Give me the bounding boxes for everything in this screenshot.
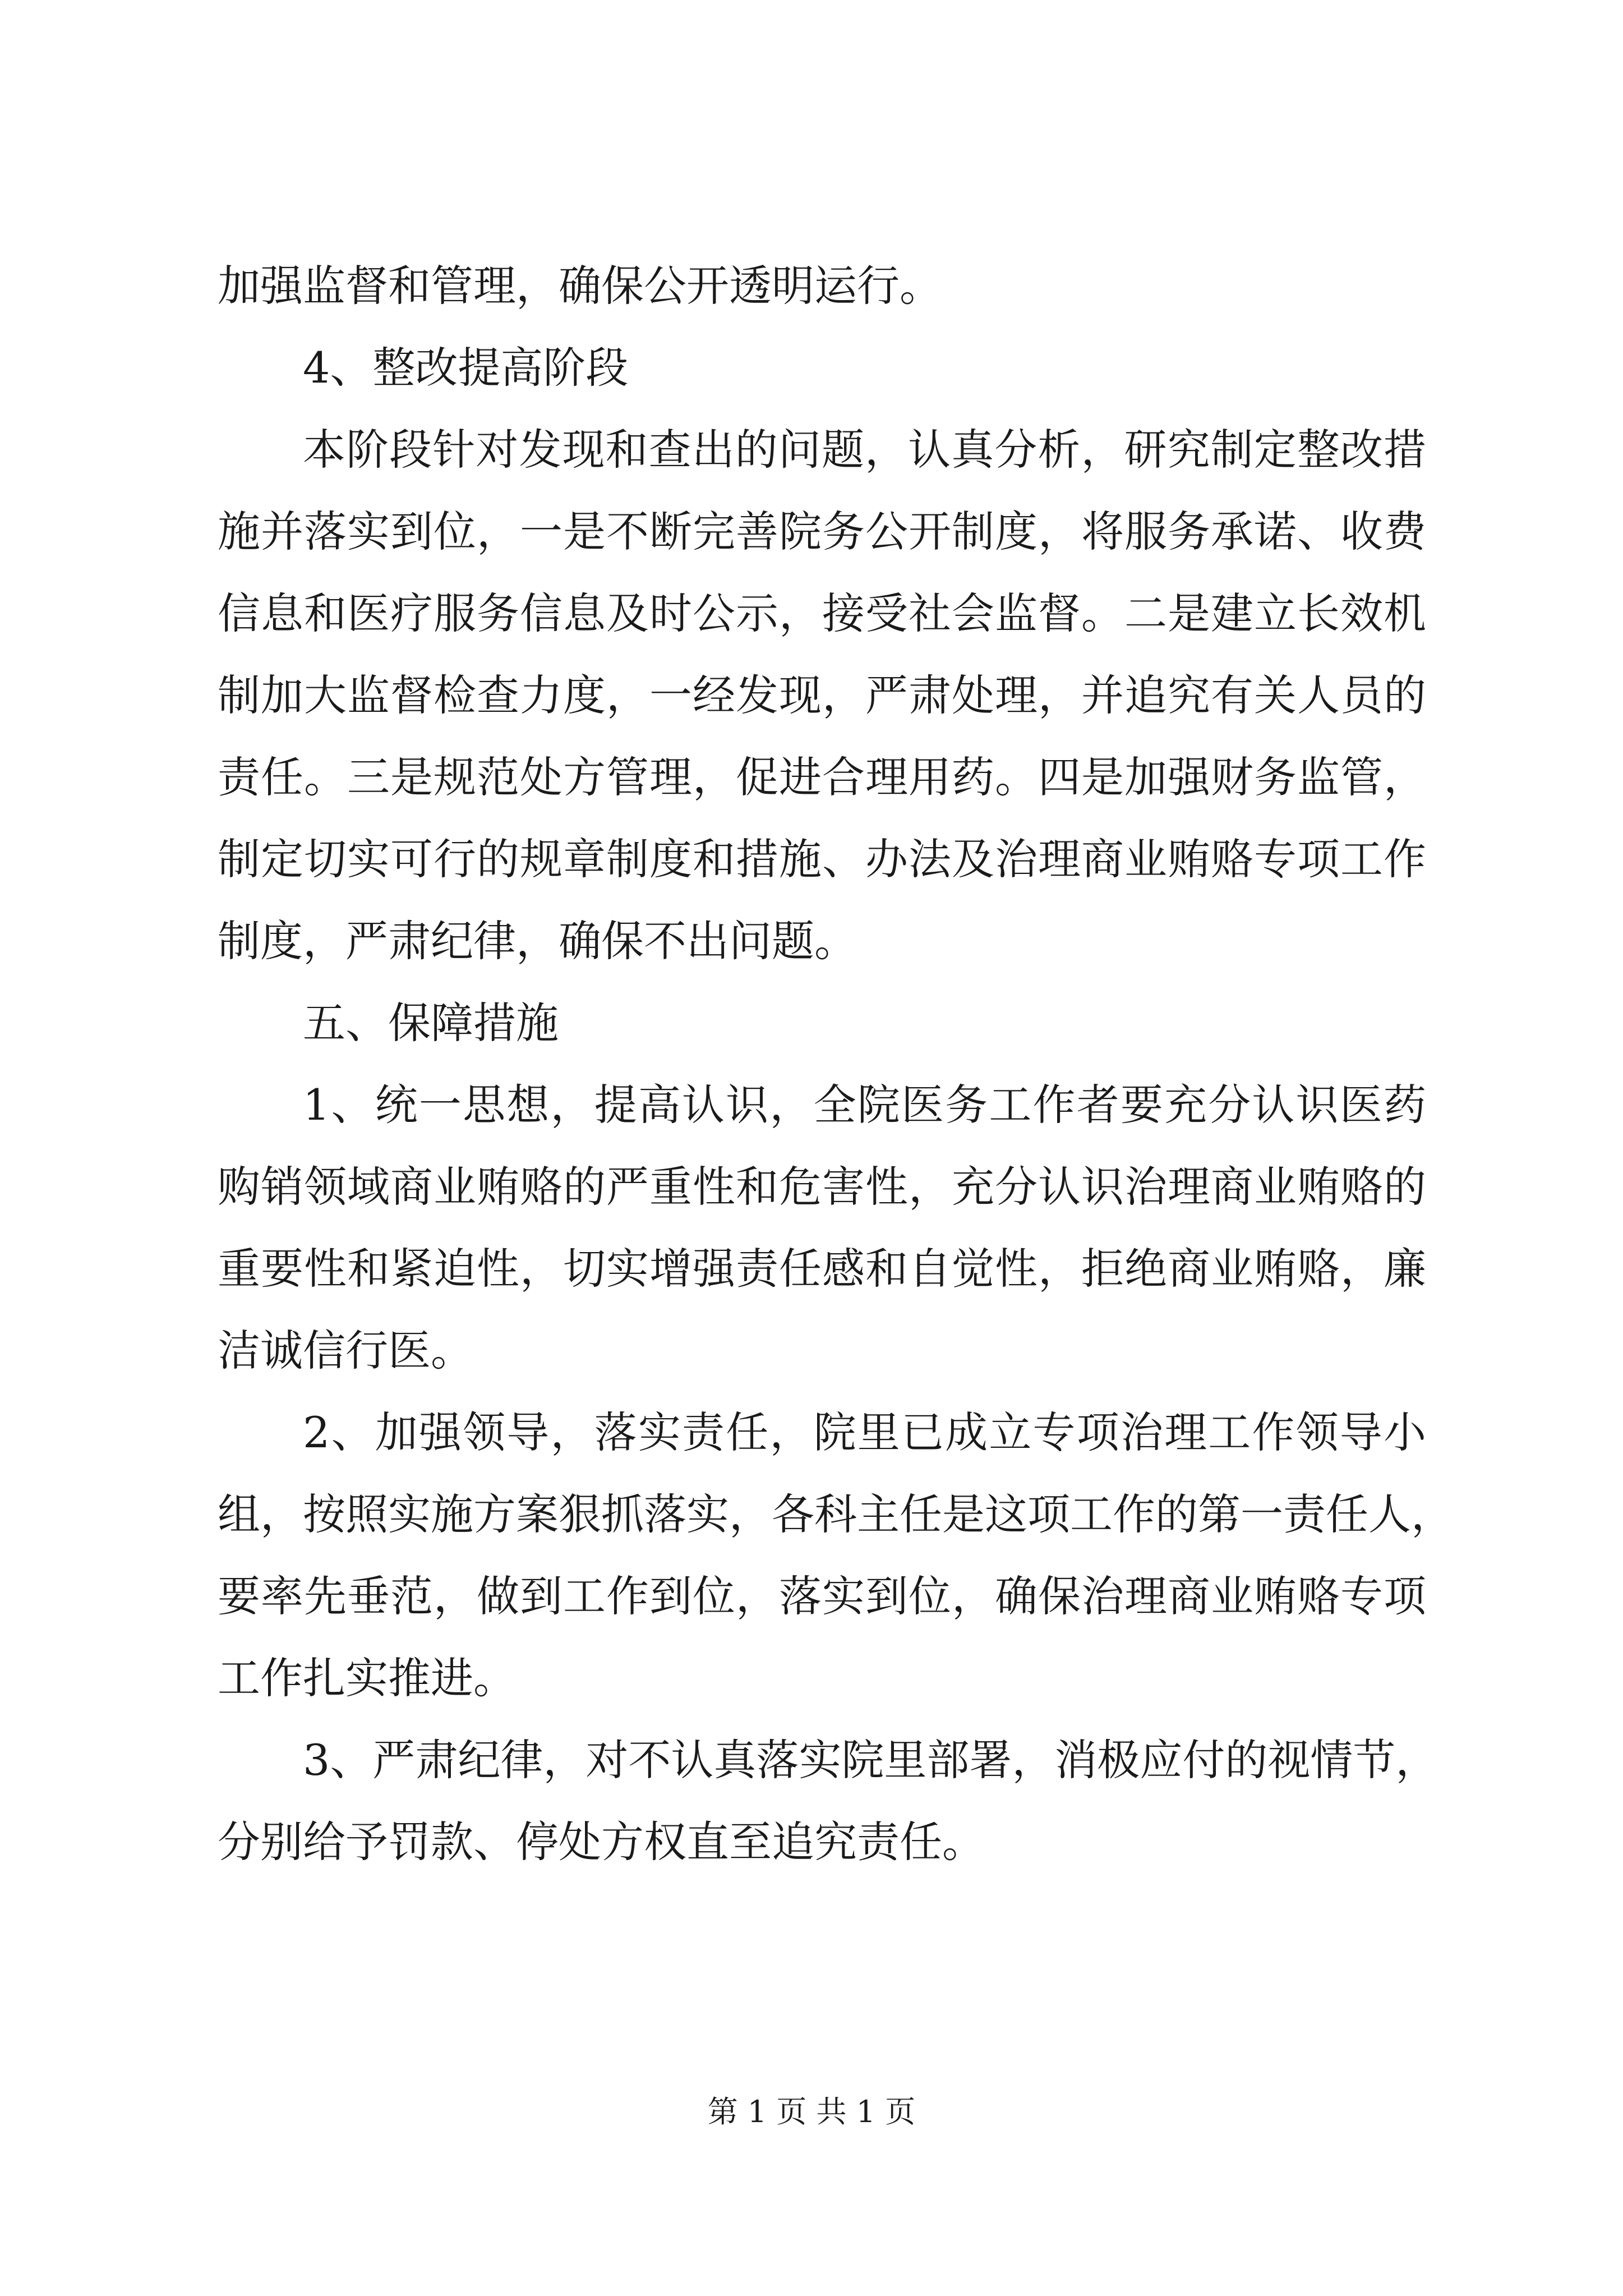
- body-line: 信息和医疗服务信息及时公示，接受社会监督。二是建立长效机: [218, 588, 1426, 638]
- body-line: 重要性和紧迫性，切实增强责任感和自觉性，拒绝商业贿赂，廉: [218, 1244, 1426, 1294]
- body-line: 2、加强领导，落实责任，院里已成立专项治理工作领导小: [303, 1407, 1426, 1457]
- body-line: 责任。三是规范处方管理，促进合理用药。四是加强财务监管，: [218, 752, 1426, 802]
- body-line: 制定切实可行的规章制度和措施、办法及治理商业贿赂专项工作: [218, 834, 1426, 884]
- body-line: 购销领域商业贿赂的严重性和危害性，充分认识治理商业贿赂的: [218, 1162, 1426, 1212]
- body-line: 制度，严肃纪律，确保不出问题。: [218, 916, 857, 966]
- body-line: 工作扎实推进。: [218, 1653, 516, 1703]
- body-line: 洁诚信行医。: [218, 1326, 473, 1375]
- body-line: 要率先垂范，做到工作到位，落实到位，确保治理商业贿赂专项: [218, 1571, 1426, 1621]
- body-line: 组，按照实施方案狠抓落实，各科主任是这项工作的第一责任人，: [218, 1489, 1454, 1539]
- section-heading: 五、保障措施: [303, 998, 559, 1048]
- body-line: 加强监督和管理，确保公开透明运行。: [218, 261, 942, 311]
- body-line: 施并落实到位，一是不断完善院务公开制度，将服务承诺、收费: [218, 507, 1426, 556]
- body-line: 分别给予罚款、停处方权直至追究责任。: [218, 1817, 985, 1867]
- body-line: 制加大监督检查力度，一经发现，严肃处理，并追究有关人员的: [218, 670, 1426, 720]
- body-line: 3、严肃纪律，对不认真落实院里部署，消极应付的视情节，: [303, 1735, 1438, 1785]
- section-heading: 4、整改提高阶段: [303, 343, 629, 393]
- page-number: 第 1 页 共 1 页: [707, 2094, 916, 2129]
- body-line: 1、统一思想，提高认识，全院医务工作者要充分认识医药: [303, 1080, 1426, 1130]
- page-footer: [0, 2092, 1623, 2132]
- body-line: 本阶段针对发现和查出的问题，认真分析，研究制定整改措: [303, 425, 1426, 475]
